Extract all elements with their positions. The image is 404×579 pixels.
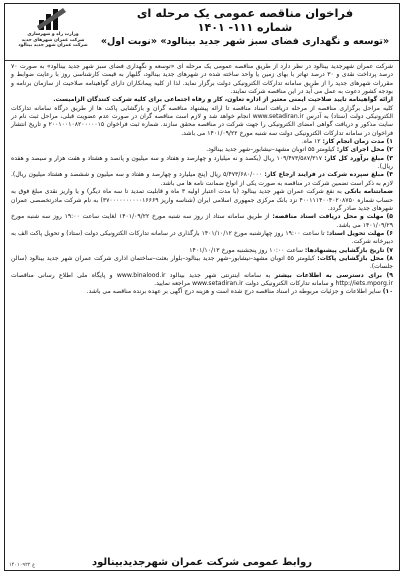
condition-text: به نفع شرکت عمران شهر جدید بینالود (با مدت اعتبار اولیه ۳ ماه و قابلیت تمدید تا سه ماه دیگر) و یا واریز نقدی مبلغ فوق به حساب شماره ۴۰۰۱۱۱۴۰۰۴۰۲۰۸۷۵۰ نزد بانک مرکزی جمهوری اسلامی ایران (شناسه واریز ۳۷۰۰۰۰۰۰۰۰۰۰۱۶۶۶۹) به نام شرکت مادرتخصصی عمران شهرهای جدید صادر گردد. bbox=[11, 188, 393, 212]
condition-item bbox=[11, 171, 393, 188]
notice-code: ع ۱۴۰۱۰۹۲۲ bbox=[9, 562, 36, 568]
condition-text: سایر اطلاعات و جزئیات مربوطه در اسناد مناقصه درج شده است و هزینه درج آگهی بر عهده برنده مناقصه می باشد. bbox=[86, 288, 383, 296]
condition-label: ۲) محل اجرای کار: bbox=[336, 146, 393, 154]
condition-item bbox=[11, 230, 393, 247]
condition-text: تا ساعت ۱۹:۰۰ روز چهارشنبه مورخ ۱۴۰۱/۱۰/۱۲ بارگذاری در سامانه تدارکات الکترونیکی دولت (ستاد) و تحویل پاکت الف به دبیرخانه شرکت. bbox=[11, 229, 393, 246]
title-block bbox=[95, 6, 395, 48]
condition-item bbox=[11, 188, 393, 213]
condition-label: ۹) برای دسترسی به اطلاعات بیشتر bbox=[274, 271, 393, 279]
condition-label: ۱۰) bbox=[382, 288, 393, 296]
notice-header bbox=[5, 4, 399, 61]
condition-label: ۶) مهلت تحویل اسناد: bbox=[326, 229, 393, 237]
condition-text: ۱۲ ماه. bbox=[301, 138, 323, 146]
condition-text: کیلومتر ۵۵ اتوبان مشهد–نیشابور–شهر جدید بینالود–بلوار بعثت–ساختمان اداری شرکت عمران شهر جدید بینالود (سالن جلسات). bbox=[11, 254, 393, 271]
condition-label: ۵) مهلت و محل دریافت اسناد مناقصه: bbox=[272, 213, 393, 221]
logo-line-3: شرکت عمران شهر جدید بینالود bbox=[18, 43, 88, 48]
condition-text: ۵/۴۷۳/۶۸۰/۰۰۰ ریال (پنج میلیارد و چهارصد و هفتاد و سه میلیون و ششصد و هشتاد میلیون ریال). لازم به ذکر است تضمین شرکت در مناقصه به صورت یکی از انواع ضمانت نامه ها می باشد. bbox=[11, 171, 393, 187]
condition-item bbox=[11, 155, 393, 172]
condition-label: ۷) تاریخ بازگشایی پیشنهادها: bbox=[304, 246, 393, 254]
condition-text: ساعت ۱۰:۰۰ روز پنجشنبه مورخ ۱۴۰۱/۱۰/۱۳ bbox=[189, 246, 305, 254]
footer-signature: روابط عمومی شرکت عمران شهرجدیدبینالود bbox=[91, 557, 313, 568]
condition-item bbox=[11, 213, 393, 230]
logo-line-1: وزارت راه و شهرسازی bbox=[27, 32, 79, 37]
company-logo bbox=[7, 6, 99, 58]
condition-item bbox=[11, 138, 393, 146]
condition-item bbox=[11, 146, 393, 154]
notice-body bbox=[5, 61, 399, 297]
condition-text: کیلومتر ۵۵ اتوبان مشهد–نیشابور–شهر جدید بینالود. bbox=[206, 146, 337, 154]
intro-paragraph: شرکت عمران شهرجدید بینالود در نظر دارد از طریق مناقصه عمومی یک مرحله ای «توسعه و نگهداری فضای سبز شهر جدید بینالود» به صورت ۷۰ درصد پرداخت نقدی و ۳۰ درصد تهاتر با بهای زمین یا واحد ساخته شده در شهرهای جدید بینالود، گلبهار به قیمت کارشناسی روز با رعایت ضوابط و مقررات شهرهای جدید را از طریق سامانه تدارکات الکترونیکی دولت برگزار نماید. لذا از کلیه پیمانکاران دارای گواهینامه صلاحیت از سازمان برنامه و بودجه کشور دعوت به عمل می آید در این مناقصه شرکت نمایند. bbox=[11, 63, 393, 96]
safety-note: ارائه گواهینامه تایید صلاحیت ایمنی معتبر از اداره تعاون، کار و رفاه اجتماعی برای کلیه شرکت کنندگان الزامیست. bbox=[53, 96, 393, 104]
notice-title: فراخوان مناقصه عمومی یک مرحله ای bbox=[136, 6, 354, 20]
condition-label: ۸) محل بازگشایی پاکات: bbox=[317, 254, 394, 262]
notice-number: شماره ۱۱۱- ۱۴۰۱ bbox=[197, 21, 293, 34]
condition-label: ۴) مبلغ سپرده شرکت در فرایند ارجاع کار: bbox=[264, 171, 394, 179]
tender-notice bbox=[4, 3, 400, 571]
condition-label: ضمانتنامه بانکی bbox=[344, 188, 393, 196]
conditions-list bbox=[11, 138, 393, 297]
notice-subject: «توسعه و نگهداری فضای سبز شهر جدید بینالود» «نوبت اول» bbox=[100, 36, 390, 47]
condition-label: ۱) مدت زمان انجام کار: bbox=[322, 138, 393, 146]
process-paragraph: کلیه مراحل برگزاری مناقصه از مرحله دریافت اسناد مناقصه تا ارائه پیشنهاد مناقصه گران و بازگشایی پاکت ها از طریق درگاه سامانه تدارکات الکترونیکی دولت (ستاد) به آدرس www.setadiran.ir انجام خواهد شد و لازم است مناقصه گران در صورت عدم عضویت قبلی، مراحل ثبت نام در سایت مذکور و دریافت گواهی امضای الکترونیکی را جهت شرکت در مناقصه محقق سازند. شماره ثبت فراخوان ۲۰۰۱۰۰۱۰۸۲۰۰۰۰۰۱۵ و تاریخ انتشار فراخوان در سامانه تدارکات الکترونیکی دولت سه شنبه مورخ ۱۴۰۱/۰۹/۲۲ می باشد. bbox=[11, 104, 394, 137]
condition-text: ۱۰۹/۴۷۳/۵۸۷/۳۱۷ ریال (یکصد و نه میلیارد و چهارصد و هفتاد و سه میلیون و پانصد و هشتاد و هفت هزار و سیصد و هفده ریال). bbox=[11, 154, 393, 171]
bar-graph-logo-icon bbox=[33, 6, 73, 32]
condition-label: ۳) مبلغ برآورد کل کار: bbox=[324, 154, 394, 162]
condition-item bbox=[11, 288, 393, 296]
condition-text: از طریق سامانه ستاد از روز سه شنبه مورخ ۱۴۰۱/۰۹/۲۲ لغایت ساعت ۱۹:۰۰ روز سه شنبه مورخ ۱۴۰۱/۰۹/۲۹ می باشد. bbox=[11, 213, 393, 229]
condition-item bbox=[11, 247, 393, 255]
condition-item bbox=[11, 272, 393, 289]
condition-item bbox=[11, 255, 393, 272]
condition-text: به سامانه اینترنتی شهر جدید بینالود www.binalood.ir و پایگاه ملی اطلاع رسانی مناقصات http://iets.mporg.ir و سامانه تدارکات الکترونیکی دولت www.setadiran.ir مراجعه نمایید. bbox=[11, 271, 393, 287]
logo-line-2: شرکت عمران شهرهای جدید bbox=[21, 37, 85, 43]
